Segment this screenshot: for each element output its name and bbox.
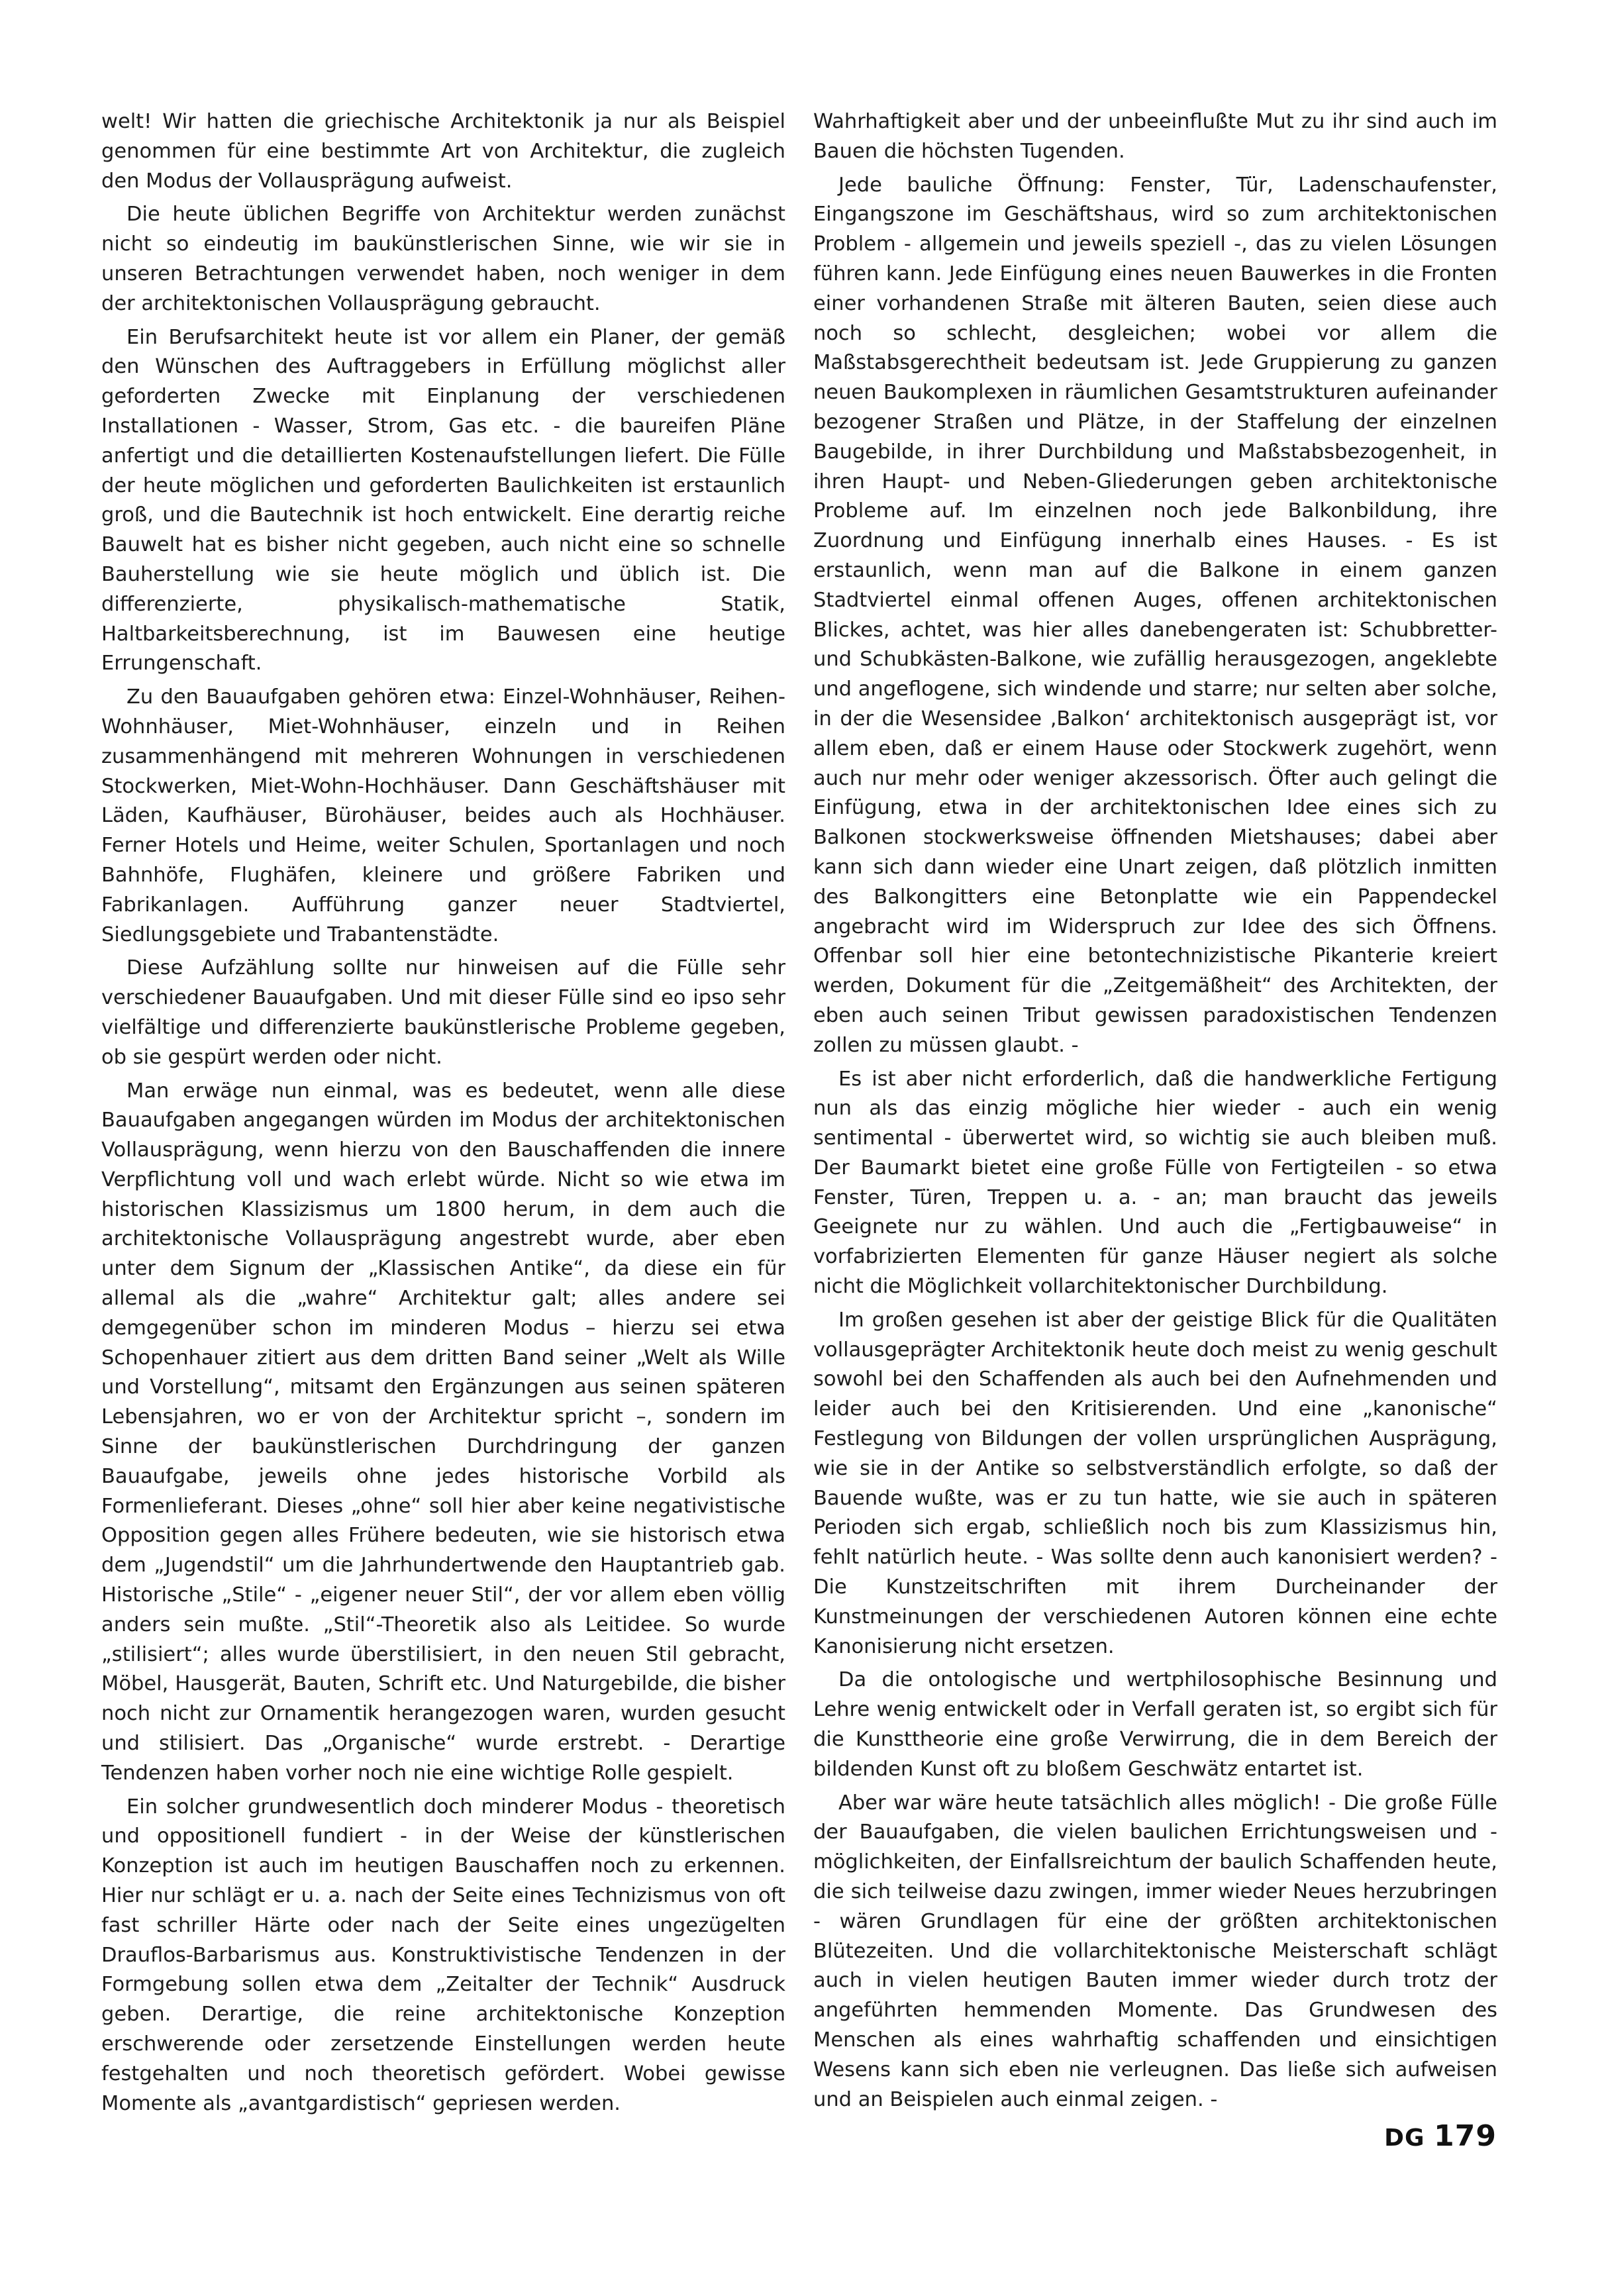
journal-abbreviation: DG: [1384, 2124, 1425, 2152]
page-footer: [1384, 2119, 1497, 2153]
paragraph: Wahrhaftigkeit aber und der unbeeinflußte Mut zu ihr sind auch im Bauen die höchsten Tugenden.: [813, 110, 1497, 163]
paragraph: Im großen gesehen ist aber der geistige Blick für die Qualitäten vollausgeprägter Architektonik heute doch meist zu wenig geschult sowohl bei den Schaffenden als auch bei den Aufnehmenden und leider auch bei den Kritisierenden. Und eine „kanonische“ Festlegung von Bildungen der vollen ursprünglichen Ausprägung, wie sie in der Antike so selbstverständlich erfolgte, so daß der Bauende wußte, was er zu tun hatte, wie sie auch in späteren Perioden sich ergab, schließlich noch bis zum Klassizismus hin, fehlt natürlich heute. - Was sollte denn auch kanonisiert werden? - Die Kunstzeitschriften mit ihrem Durcheinander der Kunstmeinungen der verschiedenen Autoren können eine echte Kanonisierung nicht ersetzen.: [813, 1308, 1497, 1658]
paragraph: Ein Berufsarchitekt heute ist vor allem ein Planer, der gemäß den Wünschen des Auftraggebers in Erfüllung möglichst aller geforderten Zwecke mit Einplanung der verschiedenen Installationen - Wasser, Strom, Gas etc. - die baureifen Pläne anfertigt und die detaillierten Kostenaufstellungen liefert. Die Fülle der heute möglichen und geforderten Baulichkeiten ist erstaunlich groß, und die Bautechnik ist hoch entwickelt. Eine derartig reiche Bauwelt hat es bisher nicht gegeben, auch nicht eine so schnelle Bauherstellung wie sie heute möglich und üblich ist. Die differenzierte, physikalisch-mathematische Statik, Haltbarkeitsberechnung, ist im Bauwesen eine heutige Errungenschaft.: [101, 325, 785, 675]
paragraph: Diese Aufzählung sollte nur hinweisen auf die Fülle sehr verschiedener Bauaufgaben. Und mit dieser Fülle sind eo ipso sehr vielfältige und differenzierte baukünstlerische Probleme gegeben, ob sie gespürt werden oder nicht.: [101, 956, 785, 1069]
page-number: 179: [1434, 2119, 1497, 2153]
paragraph: welt! Wir hatten die griechische Architektonik ja nur als Beispiel genommen für eine bestimmte Art von Architektur, die zugleich den Modus der Vollausprägung aufweist.: [101, 110, 785, 193]
paragraph: Da die ontologische und wertphilosophische Besinnung und Lehre wenig entwickelt oder in Verfall geraten ist, so ergibt sich für die Kunsttheorie eine große Verwirrung, die in dem Bereich der bildenden Kunst oft zu bloßem Geschwätz entartet ist.: [813, 1668, 1497, 1781]
paragraph: Die heute üblichen Begriffe von Architektur werden zunächst nicht so eindeutig im baukünstlerischen Sinne, wie wir sie in unseren Betrachtungen verwendet haben, noch weniger in dem der architektonischen Vollausprägung gebraucht.: [101, 203, 785, 315]
paragraph: Aber war wäre heute tatsächlich alles möglich! - Die große Fülle der Bauaufgaben, die vielen baulichen Errichtungsweisen und -möglichkeiten, der Einfallsreichtum der baulich Schaffenden heute, die sich teilweise dazu zwingen, immer wieder Neues herzubringen - wären Grundlagen für eine der größten architektonischen Blütezeiten. Und die vollarchitektonische Meisterschaft schlägt auch in vielen heutigen Bauten immer wieder durch trotz der angeführten hemmenden Momente. Das Grundwesen des Menschen als eines wahrhaftig schaffenden und einsichtigen Wesens kann sich eben nie verleugnen. Das ließe sich aufweisen und an Beispielen auch einmal zeigen. -: [813, 1791, 1497, 2111]
paragraph: Ein solcher grundwesentlich doch minderer Modus - theoretisch und oppositionell fundiert - in der Weise der künstlerischen Konzeption ist auch im heutigen Bauschaffen noch zu erkennen. Hier nur schlägt er u. a. nach der Seite eines Technizismus von oft fast schriller Härte oder nach der Seite eines ungezügelten Drauflos-Barbarismus aus. Konstruktivistische Tendenzen in der Formgebung sollen etwa dem „Zeitalter der Technik“ Ausdruck geben. Derartige, die reine architektonische Konzeption erschwerende oder zersetzende Einstellungen werden heute festgehalten und noch theoretisch gefördert. Wobei gewisse Momente als „avantgardistisch“ gepriesen werden.: [101, 1795, 785, 2115]
paragraph: Jede bauliche Öffnung: Fenster, Tür, Ladenschaufenster, Eingangszone im Geschäftshaus, wird so zum architektonischen Problem - allgemein und jeweils speziell -, das zu vielen Lösungen führen kann. Jede Einfügung eines neuen Bauwerkes in die Fronten einer vorhandenen Straße mit älteren Bauten, seien diese auch noch so schlecht, desgleichen; wobei vor allem die Maßstabsgerechtheit bedeutsam ist. Jede Gruppierung zu ganzen neuen Baukomplexen in räumlichen Gesamtstrukturen aufeinander bezogener Straßen und Plätze, in der Staffelung der einzelnen Baugebilde, in ihrer Durchbildung und Maßstabsbezogenheit, in ihren Haupt- und Neben-Gliederungen geben architektonische Probleme auf. Im einzelnen noch jede Balkonbildung, ihre Zuordnung und Einfügung innerhalb eines Hauses. - Es ist erstaunlich, wenn man auf die Balkone in einem ganzen Stadtviertel einmal offenen Auges, offenen architektonischen Blickes, achtet, was hier alles danebengeraten ist: Schubbretter- und Schubkästen-Balkone, wie zufällig herausgezogen, angeklebte und angeflogene, sich windende und starre; nur selten aber solche, in der die Wesensidee ‚Balkon‘ architektonisch ausgeprägt ist, vor allem eben, daß er einem Hause oder Stockwerk zugehört, wenn auch nur mehr oder weniger akzessorisch. Öfter auch gelingt die Einfügung, etwa in der architektonischen Idee eines sich zu Balkonen stockwerksweise öffnenden Mietshauses; dabei aber kann sich dann wieder eine Unart zeigen, daß plötzlich inmitten des Balkongitters eine Betonplatte wie ein Pappendeckel angebracht wird im Widerspruch zur Idee des sich Öffnens. Offenbar soll hier eine betontechnizistische Pikanterie kreiert werden, Dokument für die „Zeitgemäßheit“ des Architekten, der eben auch seinen Tribut gewissen paradoxistischen Tendenzen zollen zu müssen glaubt. -: [813, 173, 1497, 1057]
paragraph: Man erwäge nun einmal, was es bedeutet, wenn alle diese Bauaufgaben angegangen würden im Modus der architektonischen Vollausprägung, wenn hierzu von den Bauschaffenden die innere Verpflichtung voll und wach erlebt würde. Nicht so wie etwa im historischen Klassizismus um 1800 herum, in dem auch die architektonische Vollausprägung angestrebt wurde, aber eben unter dem Signum der „Klassischen Antike“, da diese ein für allemal als die „wahre“ Architektur galt; alles andere sei demgegenüber schon im minderen Modus – hierzu sei etwa Schopenhauer zitiert aus dem dritten Band seiner „Welt als Wille und Vorstellung“, mitsamt den Ergänzungen aus seinen späteren Lebensjahren, wo er von der Architektur spricht –, sondern im Sinne der baukünstlerischen Durchdringung der ganzen Bauaufgabe, jeweils ohne jedes historische Vorbild als Formenlieferant. Dieses „ohne“ soll hier aber keine negativistische Opposition gegen alles Frühere bedeuten, wie sie historisch etwa dem „Jugendstil“ um die Jahrhundertwende den Hauptantrieb gab. Historische „Stile“ - „eigener neuer Stil“, der vor allem eben völlig anders sein mußte. „Stil“-Theoretik also als Leitidee. So wurde „stilisiert“; alles wurde überstilisiert, in den neuen Stil gebracht, Möbel, Hausgerät, Bauten, Schrift etc. Und Naturgebilde, die bisher noch nicht zur Ornamentik herangezogen waren, wurden gesucht und stilisiert. Das „Organische“ wurde erstrebt. - Derartige Tendenzen haben vorher noch nie eine wichtige Rolle gespielt.: [101, 1079, 785, 1785]
left-column: [101, 107, 785, 2122]
paragraph: Es ist aber nicht erforderlich, daß die handwerkliche Fertigung nun als das einzig mögliche hier wieder - auch ein wenig sentimental - überwertet wird, so wichtig sie auch bleiben muß. Der Baumarkt bietet eine große Fülle von Fertigteilen - so etwa Fenster, Türen, Treppen u. a. - an; man braucht das jeweils Geeignete nur zu wählen. Und auch die „Fertigbauweise“ in vorfabrizierten Elementen für ganze Häuser negiert als solche nicht die Möglichkeit vollarchitektonischer Durchbildung.: [813, 1067, 1497, 1299]
paragraph: Zu den Bauaufgaben gehören etwa: Einzel-Wohnhäuser, Reihen-Wohnhäuser, Miet-Wohnhäuser, einzeln und in Reihen zusammenhängend mit mehreren Wohnungen in verschiedenen Stockwerken, Miet-Wohn-Hochhäuser. Dann Geschäftshäuser mit Läden, Kaufhäuser, Bürohäuser, beides auch als Hochhäuser. Ferner Hotels und Heime, weiter Schulen, Sportanlagen und noch Bahnhöfe, Flughäfen, kleinere und größere Fabriken und Fabrikanlagen. Aufführung ganzer neuer Stadtviertel, Siedlungsgebiete und Trabantenstädte.: [101, 685, 785, 946]
right-column: [813, 107, 1497, 2119]
